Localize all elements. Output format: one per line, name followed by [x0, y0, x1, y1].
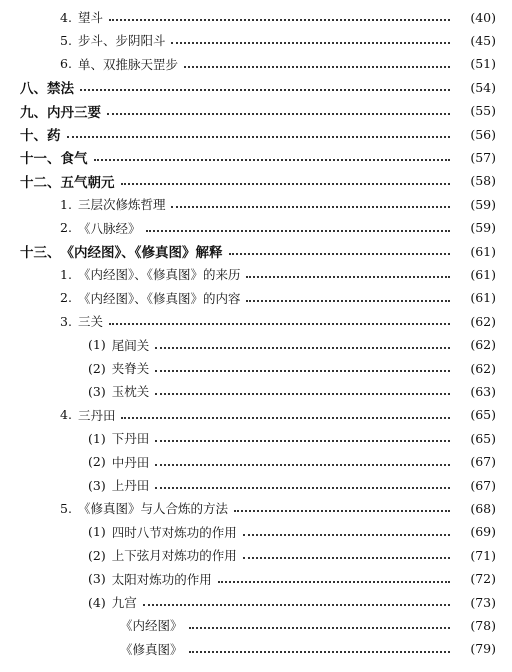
page-number: (79)	[470, 641, 496, 657]
entry-number: 5.	[60, 32, 72, 48]
entry-number: (4)	[88, 594, 106, 610]
dot-leader	[246, 300, 450, 302]
dot-leader	[155, 370, 450, 372]
entry-title: 太阳对炼功的作用	[111, 571, 212, 587]
entry-title: 步斗、步阴阳斗	[77, 33, 166, 49]
toc-entry	[0, 29, 512, 51]
page-number: (51)	[470, 56, 496, 72]
entry-number: (1)	[88, 337, 106, 353]
entry-number: 十二、	[20, 174, 61, 191]
page-number: (73)	[470, 594, 496, 610]
page-number: (56)	[470, 126, 496, 142]
entry-title: 药	[47, 128, 61, 144]
dot-leader	[246, 276, 450, 278]
toc-entry	[0, 638, 512, 660]
dot-leader	[189, 627, 450, 629]
dot-leader	[80, 89, 450, 91]
entry-number: (1)	[88, 524, 106, 540]
page-number: (67)	[470, 454, 496, 470]
entry-number: 1.	[60, 196, 72, 212]
page-number: (59)	[470, 196, 496, 212]
page-number: (59)	[470, 220, 496, 236]
page-number: (68)	[470, 500, 496, 516]
entry-title: 《修真图》	[120, 641, 183, 657]
toc-entry	[0, 614, 512, 636]
dot-leader	[109, 323, 450, 325]
toc-entry	[0, 287, 512, 309]
page-number: (72)	[470, 571, 496, 587]
toc-entry	[0, 521, 512, 543]
toc-entry	[0, 170, 512, 192]
entry-title: 《内经图》、《修真图》的来历	[77, 267, 241, 283]
dot-leader	[146, 230, 450, 232]
page-number: (61)	[470, 266, 496, 282]
page-number: (45)	[470, 32, 496, 48]
entry-title: 《内经图》、《修真图》的内容	[77, 290, 241, 306]
toc-entry	[0, 451, 512, 473]
entry-title: 三层次修炼哲理	[77, 197, 166, 213]
page-number: (54)	[470, 79, 496, 95]
entry-title: 《内经图》、《修真图》解释	[60, 245, 223, 261]
dot-leader	[171, 42, 450, 44]
toc-entry	[0, 123, 512, 145]
dot-leader	[121, 183, 451, 185]
entry-title: 三丹田	[77, 407, 116, 423]
entry-number: 4.	[60, 407, 72, 423]
entry-number: (2)	[88, 547, 106, 563]
dot-leader	[229, 253, 451, 255]
entry-title: 三关	[77, 314, 103, 330]
toc-entry	[0, 240, 512, 262]
toc-entry	[0, 100, 512, 122]
entry-number: 十、	[20, 128, 47, 144]
dot-leader	[155, 487, 450, 489]
page-number: (62)	[470, 337, 496, 353]
toc-entry	[0, 53, 512, 75]
entry-number: 八、	[20, 81, 47, 98]
entry-title: 夹脊关	[111, 361, 150, 376]
toc-entry	[0, 380, 512, 402]
entry-title: 玉枕关	[111, 384, 150, 400]
entry-title: 内丹三要	[47, 104, 101, 121]
toc-entry	[0, 474, 512, 496]
page-number: (57)	[470, 149, 496, 165]
entry-number: 5.	[60, 500, 72, 516]
toc-entry	[0, 497, 512, 519]
entry-title: 中丹田	[111, 454, 150, 470]
page-number: (40)	[470, 9, 496, 25]
entry-number: 1.	[60, 266, 72, 282]
entry-title: 单、双推脉天罡步	[77, 56, 178, 72]
toc-entry	[0, 217, 512, 239]
page-number: (61)	[470, 243, 496, 259]
entry-number: 十一、	[20, 151, 61, 168]
entry-title: 食气	[60, 151, 88, 168]
page-number: (61)	[470, 290, 496, 306]
dot-leader	[171, 206, 450, 208]
dot-leader	[189, 651, 450, 653]
entry-title: 五气朝元	[60, 174, 115, 191]
page-number: (55)	[470, 103, 496, 119]
entry-number: (1)	[88, 430, 106, 446]
dot-leader	[143, 604, 450, 606]
toc-entry	[0, 334, 512, 356]
entry-title: 《修真图》与人合炼的方法	[77, 501, 228, 517]
entry-number: (3)	[88, 383, 106, 399]
entry-number: 十三、	[20, 245, 61, 261]
toc-entry	[0, 591, 512, 613]
entry-number: 6.	[60, 56, 72, 72]
entry-number: (2)	[88, 360, 106, 376]
entry-title: 九宫	[111, 595, 137, 610]
entry-title: 四时八节对炼功的作用	[111, 524, 237, 540]
page-number: (69)	[470, 524, 496, 540]
page-number: (62)	[470, 313, 496, 329]
dot-leader	[107, 113, 450, 115]
dot-leader	[121, 417, 450, 419]
toc-entry	[0, 404, 512, 426]
entry-title: 上下弦月对炼功的作用	[111, 548, 237, 564]
page-number: (71)	[470, 547, 496, 563]
toc-entry	[0, 310, 512, 332]
page-number: (67)	[470, 477, 496, 493]
toc-entry	[0, 263, 512, 285]
entry-title: 尾闾关	[111, 337, 150, 353]
dot-leader	[155, 464, 450, 466]
entry-title: 《内经图》	[120, 618, 183, 634]
toc-entry	[0, 568, 512, 590]
dot-leader	[109, 19, 450, 21]
dot-leader	[155, 347, 450, 349]
page-number: (58)	[470, 173, 496, 189]
dot-leader	[184, 66, 450, 68]
toc-entry	[0, 76, 512, 98]
dot-leader	[243, 557, 450, 559]
dot-leader	[155, 393, 450, 395]
entry-number: 九、	[20, 104, 47, 121]
page-number: (65)	[470, 430, 496, 446]
toc-entry	[0, 357, 512, 379]
toc-entry	[0, 427, 512, 449]
dot-leader	[218, 581, 450, 583]
dot-leader	[67, 136, 451, 138]
toc-entry	[0, 544, 512, 566]
dot-leader	[234, 510, 450, 512]
toc-entry	[0, 146, 512, 168]
page-number: (63)	[470, 383, 496, 399]
entry-number: 2.	[60, 290, 72, 306]
entry-title: 下丹田	[111, 431, 150, 447]
entry-number: 3.	[60, 313, 72, 329]
entry-title: 上丹田	[111, 478, 150, 493]
entry-number: (3)	[88, 571, 106, 587]
entry-title: 《八脉经》	[77, 220, 141, 236]
toc-entry	[0, 6, 512, 28]
dot-leader	[94, 159, 451, 161]
dot-leader	[243, 534, 450, 536]
page-number: (62)	[470, 360, 496, 376]
entry-number: 4.	[60, 9, 72, 25]
page-number: (78)	[470, 617, 496, 633]
entry-number: (2)	[88, 454, 106, 470]
entry-number: 2.	[60, 220, 72, 236]
entry-title: 禁法	[47, 81, 74, 98]
entry-number: (3)	[88, 477, 106, 493]
page-number: (65)	[470, 407, 496, 423]
toc-entry	[0, 193, 512, 215]
entry-title: 望斗	[77, 10, 103, 25]
dot-leader	[155, 440, 450, 442]
